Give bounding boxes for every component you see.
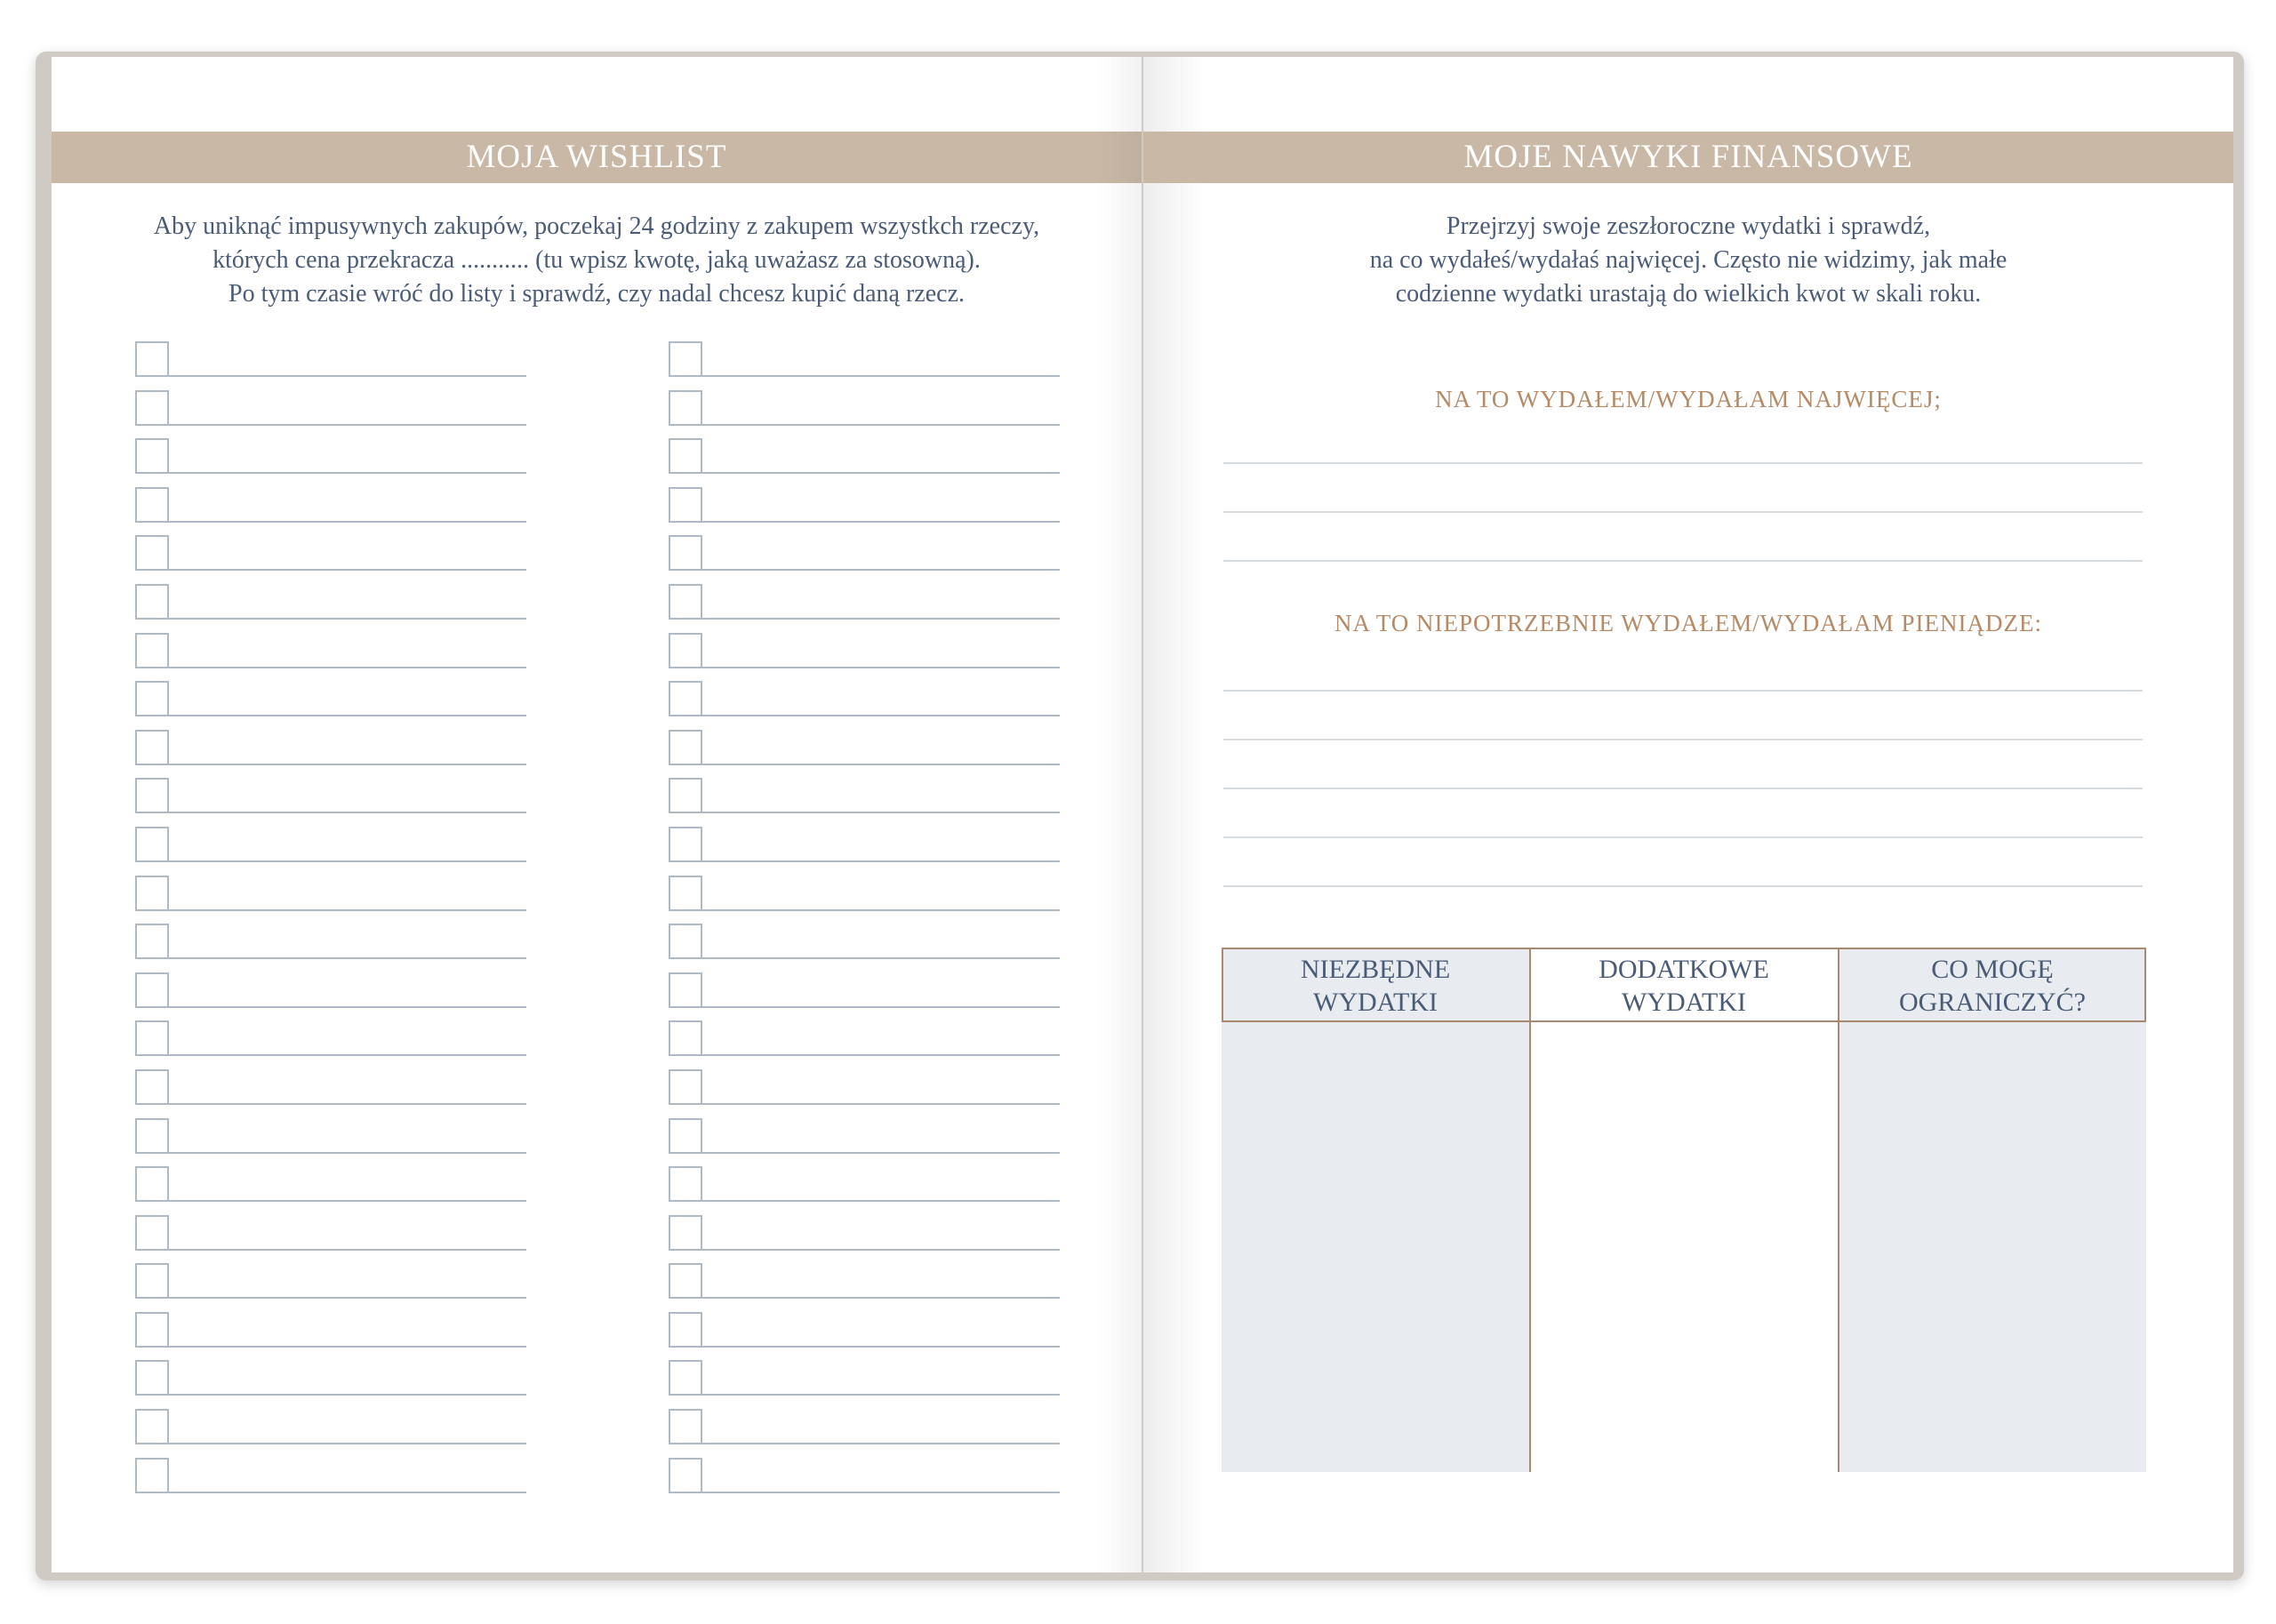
wishlist-entry-line[interactable] <box>169 812 526 813</box>
header-line: WYDATKI <box>1622 988 1746 1017</box>
wishlist-item[interactable] <box>135 1360 526 1409</box>
wishlist-item[interactable] <box>135 1166 526 1215</box>
checkbox[interactable] <box>135 1020 169 1056</box>
wishlist-item[interactable] <box>135 924 526 972</box>
wishlist-item[interactable] <box>135 584 526 633</box>
wishlist-entry-line[interactable] <box>169 1492 526 1493</box>
writing-line[interactable] <box>1223 690 2143 692</box>
intro-line: Aby uniknąć impusywnych zakupów, poczekaj 24 godziny z zakupem wszystkch rzeczy, <box>153 212 1040 240</box>
wishlist-item[interactable] <box>135 778 526 827</box>
wishlist-item[interactable] <box>135 1312 526 1361</box>
wishlist-item[interactable] <box>669 972 1060 1021</box>
wishlist-entry-line[interactable] <box>702 667 1060 668</box>
wishlist-entry-line[interactable] <box>169 521 526 523</box>
wishlist-entry-line[interactable] <box>169 1200 526 1202</box>
wishlist-item[interactable] <box>669 390 1060 439</box>
table-rule <box>1838 948 1839 1472</box>
wishlist-item[interactable] <box>135 1409 526 1458</box>
writing-line[interactable] <box>1223 739 2143 740</box>
checkbox[interactable] <box>135 876 169 911</box>
wishlist-item[interactable] <box>135 876 526 924</box>
intro-line: których cena przekracza ........... (tu wpisz kwotę, jaką uważasz za stosowną). <box>212 246 981 274</box>
checkbox[interactable] <box>669 778 702 813</box>
wishlist-item[interactable] <box>669 827 1060 876</box>
checkbox[interactable] <box>135 827 169 862</box>
wishlist-entry-line[interactable] <box>169 715 526 716</box>
checkbox[interactable] <box>669 584 702 620</box>
wishlist-item[interactable] <box>669 487 1060 536</box>
habits-intro <box>1143 210 2233 311</box>
table-rule <box>1529 948 1531 1472</box>
table-header <box>1530 948 1838 1022</box>
wishlist-entry-line[interactable] <box>702 764 1060 765</box>
habits-title: MOJE NAWYKI FINANSOWE <box>1143 132 2233 183</box>
wishlist-entry-line[interactable] <box>169 764 526 765</box>
checkbox[interactable] <box>135 972 169 1008</box>
checkbox[interactable] <box>135 1409 169 1444</box>
wishlist-entry-line[interactable] <box>169 375 526 377</box>
wishlist-entry-line[interactable] <box>702 1006 1060 1008</box>
wishlist-item[interactable] <box>669 876 1060 924</box>
table-header <box>1839 948 2146 1022</box>
wishlist-entry-line[interactable] <box>702 472 1060 474</box>
checkbox[interactable] <box>135 1312 169 1348</box>
writing-line[interactable] <box>1223 560 2143 562</box>
wishlist-item[interactable] <box>135 341 526 390</box>
wishlist-entry-line[interactable] <box>702 812 1060 813</box>
wishlist-entry-line[interactable] <box>702 957 1060 959</box>
wishlist-entry-line[interactable] <box>702 715 1060 716</box>
checkbox[interactable] <box>669 1215 702 1251</box>
table-column-essential[interactable] <box>1222 948 1529 1472</box>
checkbox[interactable] <box>669 681 702 716</box>
unnecessary-spent-heading: NA TO NIEPOTRZEBNIE WYDAŁEM/WYDAŁAM PIENIĄDZE: <box>1334 610 2042 636</box>
checkbox[interactable] <box>135 584 169 620</box>
wishlist-item[interactable] <box>135 1458 526 1507</box>
wishlist-item[interactable] <box>669 1360 1060 1409</box>
checkbox[interactable] <box>669 438 702 474</box>
checkbox[interactable] <box>135 390 169 426</box>
wishlist-entry-line[interactable] <box>702 909 1060 911</box>
intro-line: Przejrzyj swoje zeszłoroczne wydatki i sprawdź, <box>1446 212 1931 240</box>
wishlist-entry-line[interactable] <box>169 1346 526 1348</box>
wishlist-item[interactable] <box>135 972 526 1021</box>
wishlist-item[interactable] <box>669 730 1060 779</box>
wishlist-entry-line[interactable] <box>169 957 526 959</box>
table-column-limit[interactable] <box>1839 948 2146 1472</box>
checkbox[interactable] <box>135 1215 169 1251</box>
wishlist-entry-line[interactable] <box>169 860 526 862</box>
checkbox[interactable] <box>135 535 169 571</box>
wishlist-item[interactable] <box>669 1312 1060 1361</box>
wishlist-item[interactable] <box>669 1069 1060 1118</box>
wishlist-item[interactable] <box>669 1020 1060 1069</box>
checkbox[interactable] <box>669 1409 702 1444</box>
checkbox[interactable] <box>669 827 702 862</box>
wishlist-entry-line[interactable] <box>169 1394 526 1396</box>
wishlist-entry-line[interactable] <box>169 1006 526 1008</box>
checkbox[interactable] <box>135 778 169 813</box>
wishlist-item[interactable] <box>669 1215 1060 1264</box>
wishlist-item[interactable] <box>135 730 526 779</box>
checkbox[interactable] <box>669 1360 702 1396</box>
wishlist-item[interactable] <box>135 681 526 730</box>
wishlist-entry-line[interactable] <box>702 424 1060 426</box>
right-page <box>1143 57 2233 1572</box>
wishlist-entry-line[interactable] <box>702 860 1060 862</box>
wishlist-item[interactable] <box>669 1263 1060 1312</box>
wishlist-item[interactable] <box>669 535 1060 584</box>
checkbox[interactable] <box>135 341 169 377</box>
table-rule <box>1222 948 1223 1022</box>
wishlist-entry-line[interactable] <box>702 1152 1060 1154</box>
checkbox[interactable] <box>669 390 702 426</box>
wishlist-item[interactable] <box>669 1118 1060 1167</box>
wishlist-item[interactable] <box>669 633 1060 682</box>
wishlist-title: MOJA WISHLIST <box>52 132 1142 183</box>
expenses-table <box>1222 948 2146 1472</box>
checkbox[interactable] <box>135 681 169 716</box>
checkbox[interactable] <box>135 730 169 765</box>
checkbox[interactable] <box>135 487 169 523</box>
checkbox[interactable] <box>135 1360 169 1396</box>
wishlist-item[interactable] <box>135 535 526 584</box>
most-spent-heading: NA TO WYDAŁEM/WYDAŁAM NAJWIĘCEJ; <box>1435 386 1942 412</box>
checkbox[interactable] <box>669 1263 702 1299</box>
checkbox[interactable] <box>135 1166 169 1202</box>
wishlist-intro <box>52 210 1142 311</box>
wishlist-entry-line[interactable] <box>169 618 526 620</box>
wishlist-entry-line[interactable] <box>702 1054 1060 1056</box>
header-line: NIEZBĘDNE <box>1300 955 1451 984</box>
checkbox[interactable] <box>669 1312 702 1348</box>
wishlist-item[interactable] <box>135 827 526 876</box>
wishlist-item[interactable] <box>669 1166 1060 1215</box>
wishlist-entry-line[interactable] <box>169 1054 526 1056</box>
checkbox[interactable] <box>669 633 702 668</box>
wishlist-entry-line[interactable] <box>169 1152 526 1154</box>
checkbox[interactable] <box>135 924 169 959</box>
checkbox[interactable] <box>669 730 702 765</box>
wishlist-item[interactable] <box>669 1458 1060 1507</box>
wishlist-entry-line[interactable] <box>169 472 526 474</box>
table-column-additional[interactable] <box>1530 948 1838 1472</box>
wishlist-entry-line[interactable] <box>169 1297 526 1299</box>
header-line: DODATKOWE <box>1599 955 1769 984</box>
wishlist-item[interactable] <box>669 778 1060 827</box>
wishlist-entry-line[interactable] <box>169 1443 526 1444</box>
wishlist-entry-line[interactable] <box>169 667 526 668</box>
checkbox[interactable] <box>669 1458 702 1493</box>
wishlist-item[interactable] <box>669 438 1060 487</box>
wishlist-entry-line[interactable] <box>702 1492 1060 1493</box>
header-line: WYDATKI <box>1313 988 1438 1017</box>
table-header <box>1222 948 1529 1022</box>
wishlist-item[interactable] <box>669 924 1060 972</box>
wishlist-item[interactable] <box>669 681 1060 730</box>
wishlist-item[interactable] <box>135 1118 526 1167</box>
checkbox[interactable] <box>135 633 169 668</box>
checkbox[interactable] <box>669 1166 702 1202</box>
wishlist-item[interactable] <box>669 1409 1060 1458</box>
checkbox[interactable] <box>135 1458 169 1493</box>
checkbox[interactable] <box>669 1118 702 1154</box>
checkbox[interactable] <box>135 1263 169 1299</box>
checkbox[interactable] <box>669 924 702 959</box>
wishlist-column-1 <box>135 341 526 1506</box>
wishlist-item[interactable] <box>135 438 526 487</box>
wishlist-entry-line[interactable] <box>702 1443 1060 1444</box>
wishlist-entry-line[interactable] <box>702 1103 1060 1105</box>
left-page <box>52 57 1142 1572</box>
intro-line: codzienne wydatki urastają do wielkich kwot w skali roku. <box>1395 280 1982 308</box>
wishlist-entry-line[interactable] <box>169 1103 526 1105</box>
wishlist-entry-line[interactable] <box>702 1200 1060 1202</box>
wishlist-entry-line[interactable] <box>702 1346 1060 1348</box>
writing-line[interactable] <box>1223 885 2143 887</box>
wishlist-entry-line[interactable] <box>169 424 526 426</box>
writing-line[interactable] <box>1223 788 2143 789</box>
intro-line: Po tym czasie wróć do listy i sprawdź, czy nadal chcesz kupić daną rzecz. <box>228 280 965 308</box>
wishlist-item[interactable] <box>669 584 1060 633</box>
wishlist-entry-line[interactable] <box>702 521 1060 523</box>
checkbox[interactable] <box>135 438 169 474</box>
table-rule <box>2144 948 2146 1022</box>
wishlist-item[interactable] <box>135 633 526 682</box>
writing-line[interactable] <box>1223 511 2143 513</box>
wishlist-entry-line[interactable] <box>702 1297 1060 1299</box>
checkbox[interactable] <box>669 487 702 523</box>
wishlist-entry-line[interactable] <box>702 1394 1060 1396</box>
checkbox[interactable] <box>669 972 702 1008</box>
wishlist-item[interactable] <box>135 1263 526 1312</box>
writing-line[interactable] <box>1223 836 2143 838</box>
wishlist-item[interactable] <box>135 1215 526 1264</box>
wishlist-item[interactable] <box>135 1020 526 1069</box>
checkbox[interactable] <box>669 876 702 911</box>
wishlist-item[interactable] <box>669 341 1060 390</box>
checkbox[interactable] <box>135 1118 169 1154</box>
header-line: OGRANICZYĆ? <box>1899 988 2086 1017</box>
wishlist-entry-line[interactable] <box>702 375 1060 377</box>
wishlist-entry-line[interactable] <box>702 618 1060 620</box>
wishlist-column-2 <box>669 341 1060 1506</box>
writing-line[interactable] <box>1223 462 2143 464</box>
wishlist-entry-line[interactable] <box>169 1249 526 1251</box>
checkbox[interactable] <box>669 1020 702 1056</box>
checkbox[interactable] <box>669 341 702 377</box>
checkbox[interactable] <box>135 1069 169 1105</box>
header-line: CO MOGĘ <box>1931 955 2054 984</box>
wishlist-entry-line[interactable] <box>169 909 526 911</box>
checkbox[interactable] <box>669 535 702 571</box>
wishlist-item[interactable] <box>135 487 526 536</box>
checkbox[interactable] <box>669 1069 702 1105</box>
wishlist-item[interactable] <box>135 390 526 439</box>
wishlist-entry-line[interactable] <box>702 1249 1060 1251</box>
wishlist-entry-line[interactable] <box>169 569 526 571</box>
wishlist-item[interactable] <box>135 1069 526 1118</box>
wishlist-entry-line[interactable] <box>702 569 1060 571</box>
intro-line: na co wydałeś/wydałaś najwięcej. Często nie widzimy, jak małe <box>1369 246 2008 274</box>
